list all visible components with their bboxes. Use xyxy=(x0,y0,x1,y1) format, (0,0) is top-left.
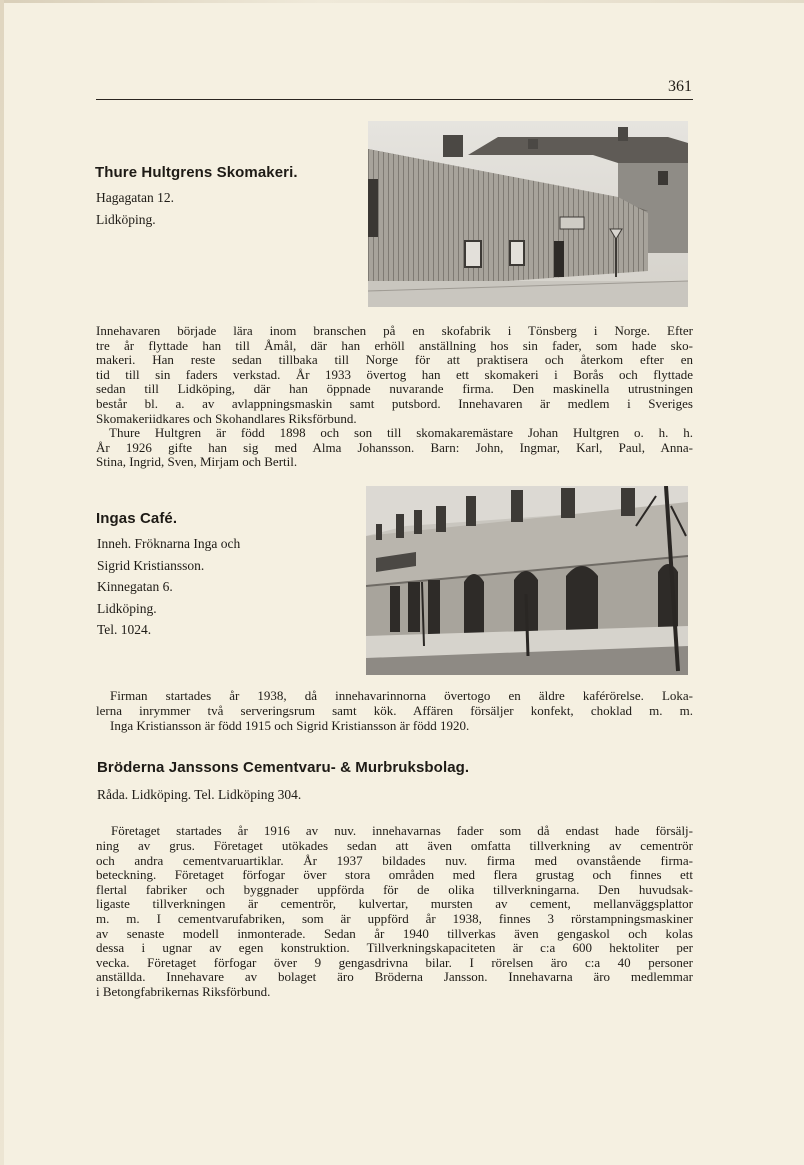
info-line: Inneh. Fröknarna Inga och xyxy=(97,536,241,551)
info-line: Lidköping. xyxy=(96,211,156,227)
paragraph-line: Innehavaren började lära inom branschen på en skofabrik i Tönsberg i Norge. Efter xyxy=(96,324,693,338)
paragraph-line: lerna inrymmer två serveringsrum samt kök. Affären försäljer konfekt, choklad m. m. xyxy=(96,704,693,718)
section-paragraph-cafe xyxy=(110,689,693,704)
paragraph-line: sedan till Lidköping, där han öppnade nuvarande firma. Den maskinella utrustningen xyxy=(96,382,693,397)
shop-building-illustration xyxy=(368,121,688,307)
info-line: Tel. 1024. xyxy=(97,622,152,637)
paragraph-line: vecka. Företaget förfogar över 9 gengasdrivna bilar. I rörelsen äro c:a 40 personer xyxy=(96,955,693,970)
paragraph-line: tid till sin faders verkstad. År 1933 övertog han ett skomakeri i Borås och flyttade xyxy=(96,367,693,382)
paragraph-line: Stina, Ingrid, Sven, Mirjam och Bertil. xyxy=(96,455,298,470)
section-paragraph-cafe-cont xyxy=(96,704,693,733)
shop-building-photo xyxy=(368,121,688,307)
cafe-building-photo xyxy=(366,486,688,675)
info-line: Kinnegatan 6. xyxy=(97,579,173,594)
header-rule xyxy=(96,99,693,100)
paragraph-line: anställda. Innehavare av bolaget äro Bröderna Jansson. Innehavarna äro medlemmar xyxy=(96,970,693,985)
section-info-cafe xyxy=(97,533,240,641)
paragraph-line: Skomakeriidkares och Skohandlares Riksförbund. xyxy=(96,411,357,426)
paragraph-line: makeri. Han reste sedan tillbaka till Norge för att praktisera och återkom efter en xyxy=(96,353,693,368)
section-title-cafe: Ingas Café. xyxy=(96,510,178,527)
paragraph-line: flertal fabriker och byggnader uppförda för de olika tillverkningarna. Den huvudsak- xyxy=(96,882,693,897)
section-info-skomakeri xyxy=(96,187,174,230)
paragraph-line: dessa i ugnar av egen konstruktion. Tillverkningskapaciteten är c:a 600 hektoliter per xyxy=(96,941,693,956)
paragraph-line: av senaste modell inmonterade. Sedan år 1940 tillverkas även gengaskol och kolas xyxy=(96,926,693,941)
paragraph-line: består bl. a. av avlappningsmaskin samt putsbord. Innehavaren är medlem i Sveriges xyxy=(96,396,693,411)
paragraph-line: Företaget startades år 1916 av nuv. innehavarnas fader som då endast hade försälj- xyxy=(111,824,693,838)
paragraph-line: Firman startades år 1938, då innehavarinnorna övertogo en äldre kaférörelse. Loka- xyxy=(110,689,693,703)
paragraph-line: i Betongfabrikernas Riksförbund. xyxy=(96,984,271,999)
paragraph-line: beteckning. Företaget förfogar över stora områden med flera grustag och finnes ett xyxy=(96,868,693,883)
paragraph-line: År 1926 gifte han sig med Alma Johansson. Barn: John, Ingmar, Karl, Paul, Anna- xyxy=(96,440,693,455)
section-info-cementvaru xyxy=(97,784,301,806)
page-number: 361 xyxy=(668,78,692,95)
info-line: Sigrid Kristiansson. xyxy=(97,557,205,573)
paragraph-line: Thure Hultgren är född 1898 och son till skomakaremästare Johan Hultgren o. h. h. xyxy=(109,426,693,441)
section-paragraph-cementvaru xyxy=(96,839,693,1000)
section-paragraph-cementvaru-first xyxy=(111,824,693,839)
paragraph-line: och andra cementvaruartiklar. År 1937 bildades nuv. firma med ovanstående firma- xyxy=(96,853,693,868)
paragraph-line: tre år flyttade han till Åmål, där han erhöll anställning hos sin fader, som hade sko- xyxy=(96,338,693,353)
paragraph-line: ning av grus. Företaget utökades sedan att även omfatta tillverkning av cementrör xyxy=(96,839,693,853)
page-top-edge xyxy=(0,0,804,3)
paragraph-line: Inga Kristiansson är född 1915 och Sigrid Kristiansson är född 1920. xyxy=(110,718,470,733)
info-line: Råda. Lidköping. Tel. Lidköping 304. xyxy=(97,787,302,802)
section-title-cementvaru: Bröderna Janssons Cementvaru- & Murbruksbolag. xyxy=(97,759,470,776)
info-line: Hagagatan 12. xyxy=(96,190,174,205)
page-left-edge xyxy=(0,0,4,1165)
section-paragraph-skomakeri xyxy=(96,324,693,470)
section-title-skomakeri: Thure Hultgrens Skomakeri. xyxy=(95,164,298,181)
paragraph-line: ligaste tillverkningen är cementrör, kulvertar, mursten av cement, mellanväggsplattor xyxy=(96,897,693,912)
paragraph-line: m. m. I cementvarufabriken, som är uppförd år 1938, finnes 3 rörstampningsmaskiner xyxy=(96,911,693,926)
cafe-building-illustration xyxy=(366,486,688,675)
info-line: Lidköping. xyxy=(97,600,157,616)
